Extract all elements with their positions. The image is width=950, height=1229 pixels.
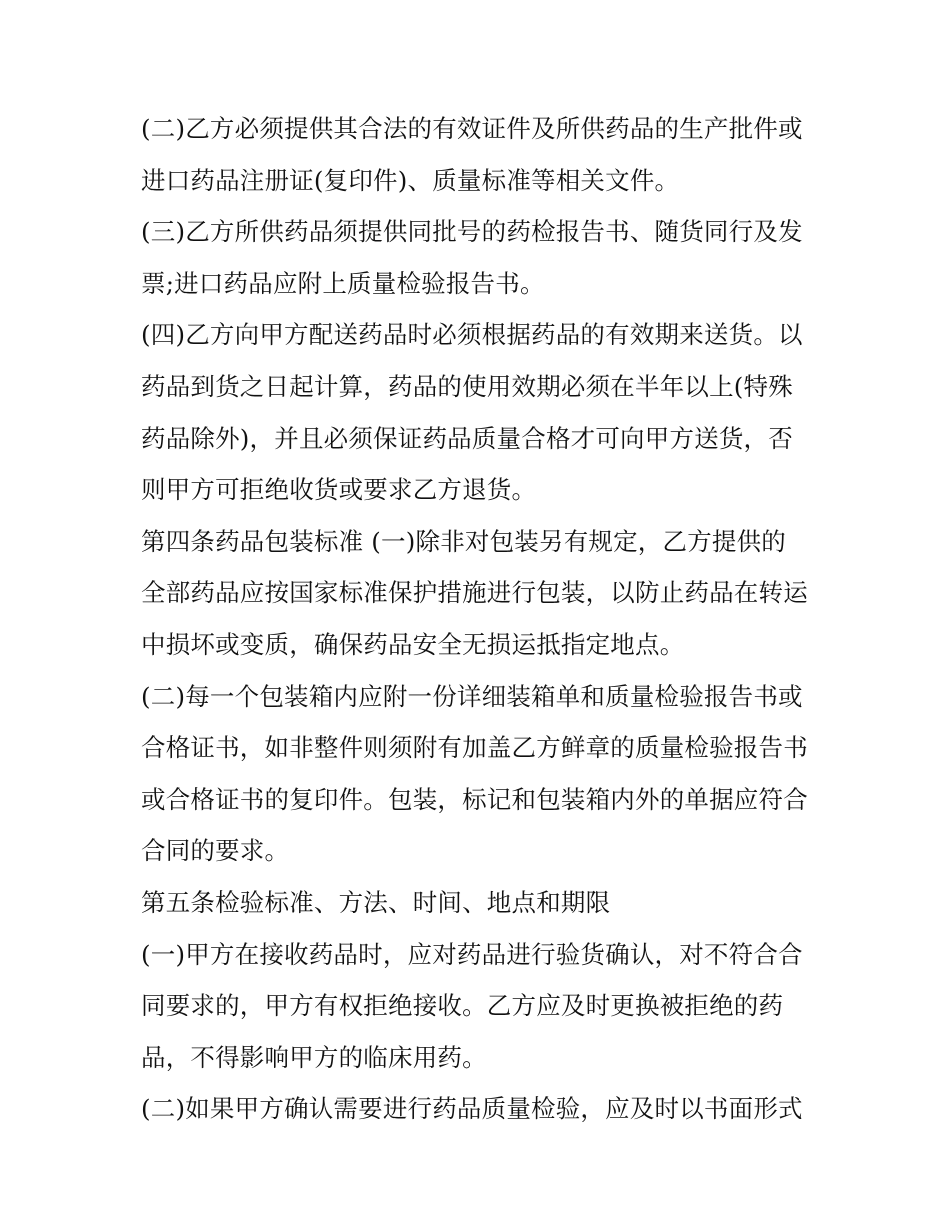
document-body xyxy=(141,103,821,1135)
text-line: 票;进口药品应附上质量检验报告书。 xyxy=(141,268,545,298)
text-line: 合同的要求。 xyxy=(141,836,290,866)
text-line: 同要求的，甲方有权拒绝接收。乙方应及时更换被拒绝的药 xyxy=(141,991,784,1021)
text-line: 进口药品注册证(复印件)、质量标准等相关文件。 xyxy=(141,165,680,195)
text-line: (二)如果甲方确认需要进行药品质量检验，应及时以书面形式 xyxy=(141,1094,803,1124)
text-line: (四)乙方向甲方配送药品时必须根据药品的有效期来送货。以 xyxy=(141,320,803,350)
text-line: (二)每一个包装箱内应附一份详细装箱单和质量检验报告书或 xyxy=(141,681,803,711)
text-line: 药品除外)，并且必须保证药品质量合格才可向甲方送货，否 xyxy=(141,423,793,453)
text-line: 中损坏或变质，确保药品安全无损运抵指定地点。 xyxy=(141,629,685,659)
section-heading-line: 第四条药品包装标准 (一)除非对包装另有规定，乙方提供的 xyxy=(141,526,787,556)
text-line: 全部药品应按国家标准保护措施进行包装，以防止药品在转运 xyxy=(141,578,808,608)
section-heading-line: 第五条检验标准、方法、时间、地点和期限 xyxy=(141,887,611,917)
text-line: 或合格证书的复印件。包装，标记和包装箱内外的单据应符合 xyxy=(141,784,808,814)
text-line: 品，不得影响甲方的临床用药。 xyxy=(141,1042,487,1072)
text-line: 合格证书，如非整件则须附有加盖乙方鲜章的质量检验报告书 xyxy=(141,733,808,763)
text-line: (三)乙方所供药品须提供同批号的药检报告书、随货同行及发 xyxy=(141,217,803,247)
text-line: 则甲方可拒绝收货或要求乙方退货。 xyxy=(141,475,537,505)
text-line: (二)乙方必须提供其合法的有效证件及所供药品的生产批件或 xyxy=(141,114,803,143)
text-line: 药品到货之日起计算，药品的使用效期必须在半年以上(特殊 xyxy=(141,371,793,401)
text-line: (一)甲方在接收药品时，应对药品进行验货确认，对不符合合 xyxy=(141,939,803,969)
